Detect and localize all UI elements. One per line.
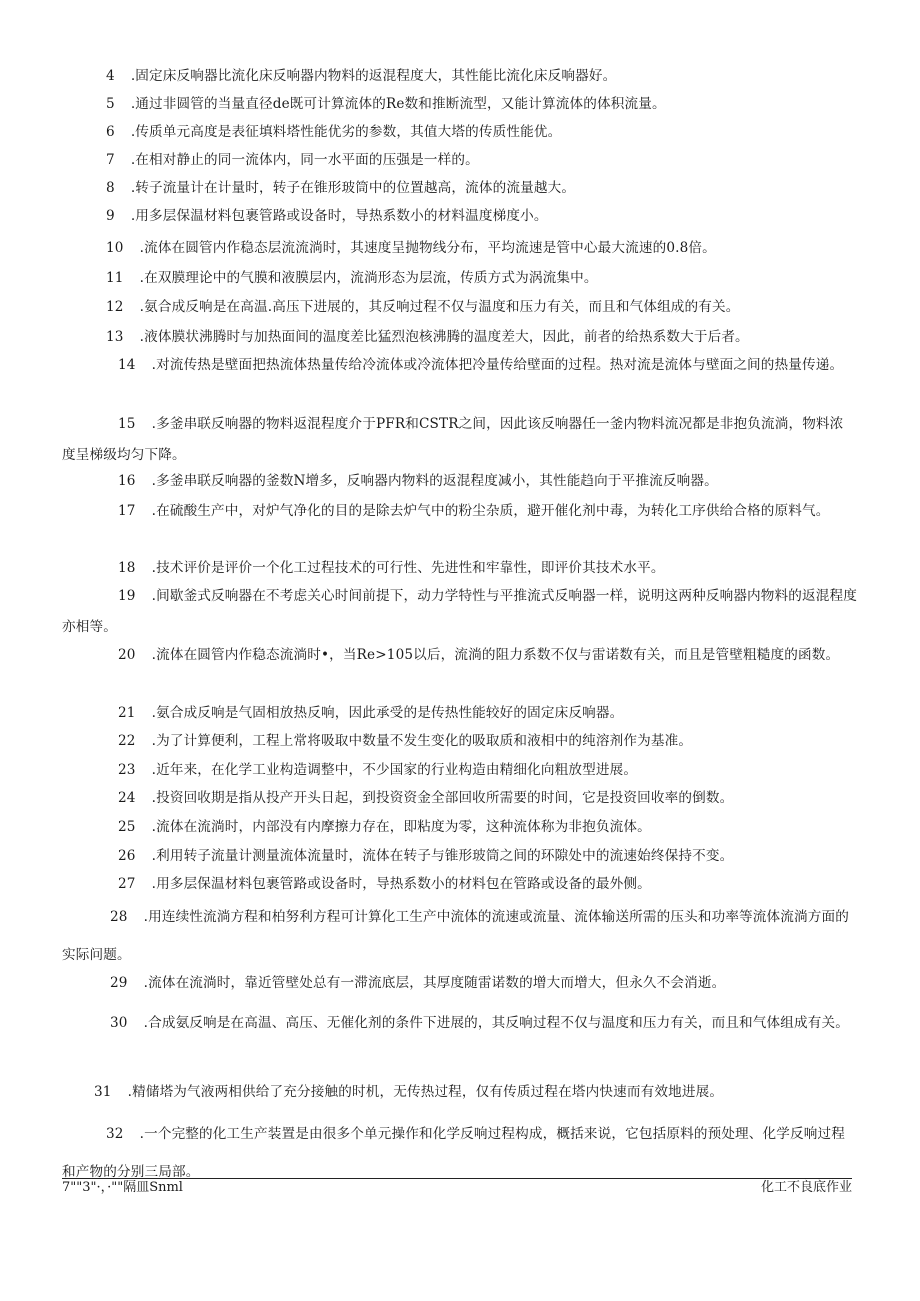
statement-text: .转子流量计在计量时，转子在锥形玻筒中的位置越高，流体的流量越大。 (130, 180, 576, 196)
statement-text: .为了计算便利，工程上常将吸取中数量不发生变化的吸取质和液相中的纯溶剂作为基准。 (151, 733, 693, 749)
statement-item (62, 61, 857, 92)
statement-text: .对流传热是壁面把热流体热量传给冷流体或冷流体把冷量传给壁面的过程。热对流是流体与壁面之间的热量传递。 (151, 357, 844, 373)
statement-item (62, 553, 857, 584)
statement-number: 4 (106, 68, 115, 84)
statement-item (62, 698, 857, 729)
footer-right-text: 化工不良底作业 (760, 1180, 852, 1195)
statement-text: .在相对静止的同一流体内，同一水平面的压强是一样的。 (130, 152, 479, 168)
statement-item (62, 968, 857, 999)
statement-item (62, 89, 857, 120)
statement-text: .利用转子流量计测量流体流量时，流体在转子与锥形玻筒之间的环隙处中的流速始终保持不变。 (151, 848, 734, 864)
statement-text: .流体在流淌时，靠近管壁处总有一滞流底层，其厚度随雷诺数的增大而增大，但永久不会消逝。 (143, 975, 726, 991)
statement-item (62, 350, 857, 381)
statement-item (62, 466, 857, 497)
statement-text: .通过非圆管的当量直径de既可计算流体的Re数和推断流型，又能计算流体的体积流量。 (130, 96, 666, 112)
statement-text: .合成氨反响是在高温、高压、无催化剂的条件下进展的，其反响过程不仅与温度和压力有关，而且和气体组成有关。 (143, 1015, 850, 1031)
statement-item (62, 409, 857, 471)
statement-text: .投资回收期是指从投产开头日起，到投资资金全部回收所需要的时间，它是投资回收率的倒数。 (151, 790, 734, 806)
statement-text: .用多层保温材料包裹管路或设备时，导热系数小的材料温度梯度小。 (130, 208, 548, 224)
statement-number: 16 (118, 473, 136, 489)
statement-text: .精储塔为气液两相供给了充分接触的时机，无传热过程，仅有传质过程在塔内快速而有效地进展。 (127, 1084, 724, 1100)
statement-number: 19 (118, 588, 136, 604)
statement-number: 28 (110, 909, 128, 925)
statement-text: .流体在圆管内作稳态流淌时•，当Re>105以后，流淌的阻力系数不仅与雷诺数有关，而且是管壁粗糙度的函数。 (151, 647, 840, 663)
statement-number: 31 (94, 1084, 112, 1100)
statement-number: 6 (106, 124, 115, 140)
statement-item (62, 322, 857, 353)
statement-number: 26 (118, 848, 136, 864)
statement-item (62, 496, 857, 527)
statement-item (62, 783, 857, 814)
statement-number: 15 (118, 416, 136, 432)
statement-text: .一个完整的化工生产装置是由很多个单元操作和化学反响过程构成，概括来说，它包括原料的预处理、化学反响过程和产物的分别三局部。 (62, 1126, 846, 1180)
statement-item (62, 1004, 857, 1042)
statement-text: .氨合成反响是气固相放热反响，因此承受的是传热性能较好的固定床反响器。 (151, 705, 624, 721)
statement-number: 32 (106, 1126, 124, 1142)
statement-text: .间歇釜式反响器在不考虑关心时间前提下，动力学特性与平推流式反响器一样，说明这两种反响器内物料的返混程度亦相等。 (62, 588, 858, 635)
statement-item (62, 173, 857, 204)
statement-text: .固定床反响器比流化床反响器内物料的返混程度大，其性能比流化床反响器好。 (130, 68, 617, 84)
statement-text: .在双膜理论中的气膜和液膜层内，流淌形态为层流，传质方式为涡流集中。 (139, 270, 598, 286)
statement-text: .用多层保温材料包裹管路或设备时，导热系数小的材料包在管路或设备的最外侧。 (151, 876, 651, 892)
statement-number: 24 (118, 790, 136, 806)
statement-item (62, 263, 857, 294)
statement-item (62, 869, 857, 900)
statement-text: .用连续性流淌方程和柏努利方程可计算化工生产中流体的流速或流量、流体输送所需的压头和功率等流体流淌方面的实际问题。 (62, 909, 850, 963)
statement-number: 21 (118, 705, 136, 721)
statement-text: .在硫酸生产中，对炉气净化的目的是除去炉气中的粉尘杂质，避开催化剂中毒，为转化工序供给合格的原料气。 (151, 503, 830, 519)
statement-number: 12 (106, 299, 124, 315)
statement-text: .多釜串联反响器的釜数N增多，反响器内物料的返混程度减小，其性能趋向于平推流反响器。 (151, 473, 718, 489)
statement-number: 17 (118, 503, 136, 519)
statement-text: .氨合成反响是在高温.高压下进展的，其反响过程不仅与温度和压力有关，而且和气体组成的有关。 (139, 299, 740, 315)
statement-item (62, 755, 857, 786)
statement-item (62, 145, 857, 176)
statement-item (62, 640, 857, 671)
statement-number: 10 (106, 240, 124, 256)
statement-item (62, 233, 857, 264)
statement-number: 23 (118, 762, 136, 778)
statement-item (62, 841, 857, 872)
statement-item (62, 812, 857, 843)
statement-item (62, 201, 857, 232)
statement-text: .技术评价是评价一个化工过程技术的可行性、先进性和牢靠性，即评价其技术水平。 (151, 560, 665, 576)
statement-item (62, 292, 857, 323)
statement-number: 27 (118, 876, 136, 892)
statement-number: 8 (106, 180, 115, 196)
statement-text: .多釜串联反响器的物料返混程度介于PFR和CSTR之间，因此该反响器任一釜内物料流况都是非抱负流淌，物料浓度呈梯级均匀下降。 (62, 416, 844, 463)
statement-number: 13 (106, 329, 124, 345)
statement-number: 22 (118, 733, 136, 749)
statement-item (62, 581, 857, 643)
statement-number: 11 (106, 270, 124, 286)
statement-text: .液体膜状沸腾时与加热面间的温度差比猛烈泡核沸腾的温度差大，因此，前者的给热系数大于后者。 (139, 329, 749, 345)
statement-text: .流体在圆管内作稳态层流流淌时，其速度呈抛物线分布，平均流速是管中心最大流速的0.8倍。 (139, 240, 716, 256)
statement-item (62, 1077, 857, 1108)
statement-text: .流体在流淌时，内部没有内摩擦力存在，即粘度为零，这种流体称为非抱负流体。 (151, 819, 651, 835)
statement-number: 7 (106, 152, 115, 168)
footer-left-text: 7""3"·，·""隔皿Snml (62, 1180, 183, 1195)
statement-number: 14 (118, 357, 136, 373)
statement-item (62, 726, 857, 757)
statement-number: 20 (118, 647, 136, 663)
statement-item (62, 117, 857, 148)
statement-number: 18 (118, 560, 136, 576)
statement-number: 9 (106, 208, 115, 224)
statement-number: 5 (106, 96, 115, 112)
statement-number: 30 (110, 1015, 128, 1031)
page-footer (62, 1178, 852, 1195)
statement-text: .传质单元高度是表征填料塔性能优劣的参数，其值大塔的传质性能优。 (130, 124, 562, 140)
statement-text: .近年来，在化学工业构造调整中，不少国家的行业构造由精细化向粗放型进展。 (151, 762, 638, 778)
statement-number: 25 (118, 819, 136, 835)
statement-item (62, 898, 857, 974)
statement-number: 29 (110, 975, 128, 991)
